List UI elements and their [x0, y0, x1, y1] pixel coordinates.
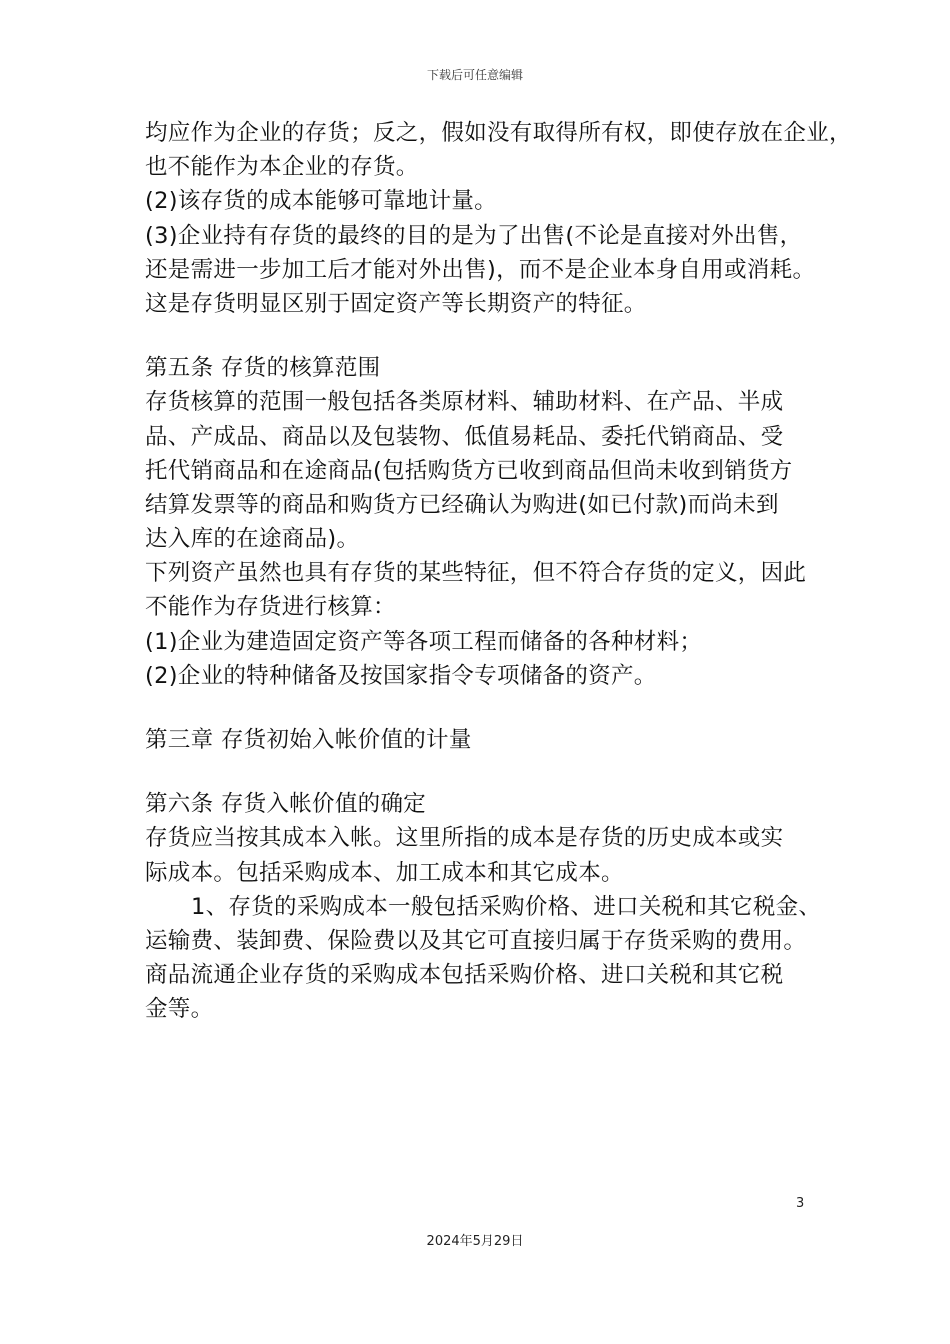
page-footer-date: 2024年5月29日 — [426, 1234, 524, 1249]
text-line: 不能作为存货进行核算： — [145, 594, 396, 621]
text-line: 下列资产虽然也具有存货的某些特征，但不符合存货的定义，因此 — [145, 560, 807, 587]
paragraph-block-1 — [145, 116, 852, 321]
text-line: 品、产成品、商品以及包装物、低值易耗品、委托代销商品、受 — [145, 423, 784, 450]
text-line: 存货应当按其成本入帐。这里所指的成本是存货的历史成本或实 — [145, 825, 784, 852]
text-line: (2)企业的特种储备及按国家指令专项储备的资产。 — [145, 662, 657, 689]
paragraph-block-4 — [145, 787, 825, 1026]
text-line: 托代销商品和在途商品(包括购货方已收到商品但尚未收到销货方 — [145, 457, 793, 484]
text-line: 存货核算的范围一般包括各类原材料、辅助材料、在产品、半成 — [145, 389, 784, 416]
paragraph-block-3 — [145, 723, 825, 757]
text-line: 达入库的在途商品)。 — [145, 526, 360, 553]
page-header: 下载后可任意编辑 — [426, 68, 523, 82]
text-line: 运输费、装卸费、保险费以及其它可直接归属于存货采购的费用。 — [145, 927, 807, 954]
paragraph-gap — [145, 757, 825, 787]
text-line: 还是需进一步加工后才能对外出售)，而不是企业本身自用或消耗。 — [145, 256, 816, 283]
paragraph-gap — [145, 321, 825, 351]
text-line: 商品流通企业存货的采购成本包括采购价格、进口关税和其它税 — [145, 962, 784, 989]
text-line: 均应作为企业的存货；反之，假如没有取得所有权，即使存放在企业， — [145, 120, 852, 146]
chapter-heading: 第三章 存货初始入帐价值的计量 — [145, 727, 472, 753]
page-number: 3 — [796, 1196, 805, 1211]
text-line: 1、存货的采购成本一般包括采购价格、进口关税和其它税金、 — [191, 893, 822, 920]
paragraph-block-2 — [145, 351, 825, 693]
document-body — [145, 116, 852, 1027]
text-line: 这是存货明显区别于固定资产等长期资产的特征。 — [145, 290, 647, 317]
text-line: 金等。 — [145, 996, 214, 1023]
section-heading: 第五条 存货的核算范围 — [145, 355, 381, 382]
text-line: 结算发票等的商品和购货方已经确认为购进(如已付款)而尚未到 — [145, 491, 779, 518]
text-line: (2)该存货的成本能够可靠地计量。 — [145, 188, 497, 215]
text-line: (3)企业持有存货的最终的目的是为了出售(不论是直接对外出售， — [145, 222, 803, 249]
text-line: (1)企业为建造固定资产等各项工程而储备的各种材料； — [145, 628, 703, 655]
paragraph-gap — [145, 693, 825, 723]
section-heading: 第六条 存货入帐价值的确定 — [145, 791, 427, 818]
text-line: 也不能作为本企业的存货。 — [145, 154, 419, 181]
text-line: 际成本。包括采购成本、加工成本和其它成本。 — [145, 859, 624, 886]
